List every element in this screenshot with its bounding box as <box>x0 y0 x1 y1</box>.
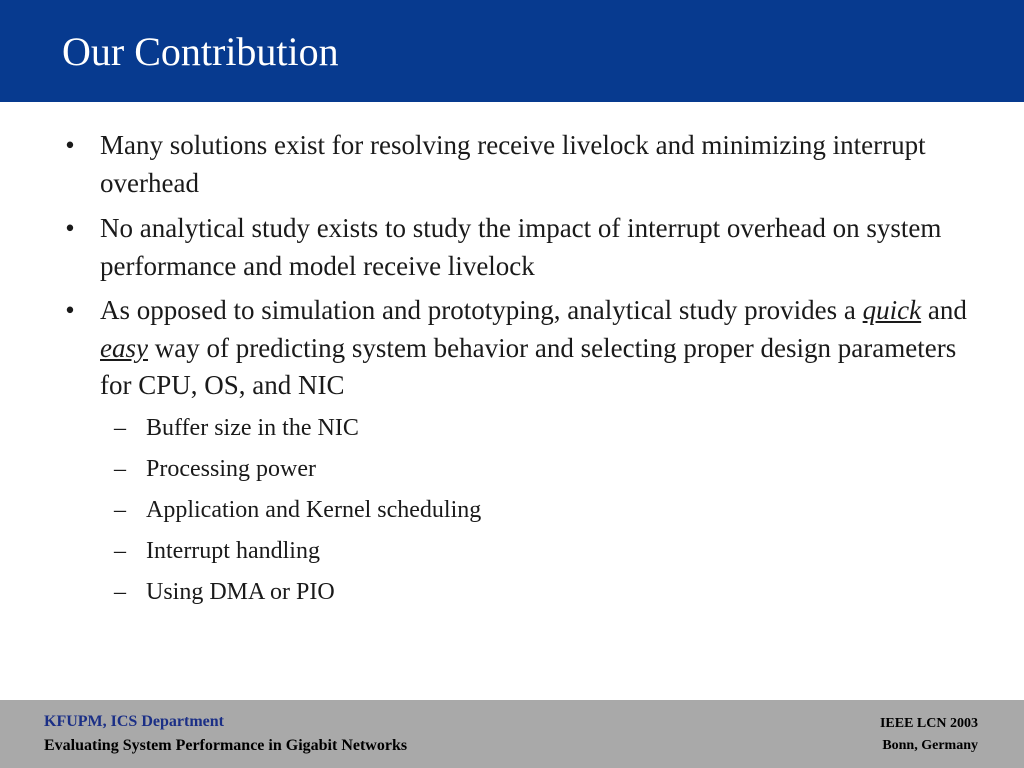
title-bar <box>0 0 1024 102</box>
sub-bullet-item <box>114 495 946 525</box>
sub-bullet-item <box>114 536 946 566</box>
slide-title: Our Contribution <box>62 29 339 74</box>
sub-bullet-text: Using DMA or PIO <box>146 579 335 605</box>
emphasis-quick: quick <box>862 295 922 325</box>
footer-presentation-title: Evaluating System Performance in Gigabit Networks <box>44 737 408 754</box>
footer-location: Bonn, Germany <box>882 738 978 753</box>
bullet-text-part: and <box>921 295 967 325</box>
sub-bullet-item <box>114 454 946 484</box>
footer-organization: KFUPM, ICS Department <box>44 713 224 730</box>
bullet-item <box>65 292 970 405</box>
bullet-mark: • <box>65 213 75 243</box>
emphasis-easy: easy <box>100 332 148 363</box>
footer-conference: IEEE LCN 2003 <box>879 716 978 731</box>
bullet-item <box>65 210 970 285</box>
slide-footer <box>0 700 1024 768</box>
bullet-mark: • <box>65 295 75 325</box>
sub-bullet-text: Processing power <box>146 456 316 482</box>
sub-bullet-mark: – <box>114 579 126 605</box>
sub-bullet-item <box>114 413 946 443</box>
bullet-item <box>65 127 970 202</box>
sub-bullet-mark: – <box>114 456 126 482</box>
sub-bullet-text: Interrupt handling <box>146 538 320 564</box>
bullet-text-part: way of predicting system behavior and selecting proper design parameters for CPU, OS, and NIC <box>100 332 957 400</box>
sub-bullet-mark: – <box>114 415 126 441</box>
sub-bullet-item <box>114 577 946 607</box>
sub-bullet-mark: – <box>114 538 126 564</box>
bullet-mark: • <box>65 130 75 160</box>
sub-bullet-mark: – <box>114 497 126 523</box>
bullet-text-part: As opposed to simulation and prototyping, analytical study provides a <box>100 295 863 325</box>
sub-bullet-text: Application and Kernel scheduling <box>146 497 482 523</box>
bullet-text: Many solutions exist for resolving receive livelock and minimizing interrupt overhead <box>100 130 926 198</box>
sub-bullet-text: Buffer size in the NIC <box>146 415 359 441</box>
bullet-text: No analytical study exists to study the impact of interrupt overhead on system performance and model receive livelock <box>100 213 942 281</box>
